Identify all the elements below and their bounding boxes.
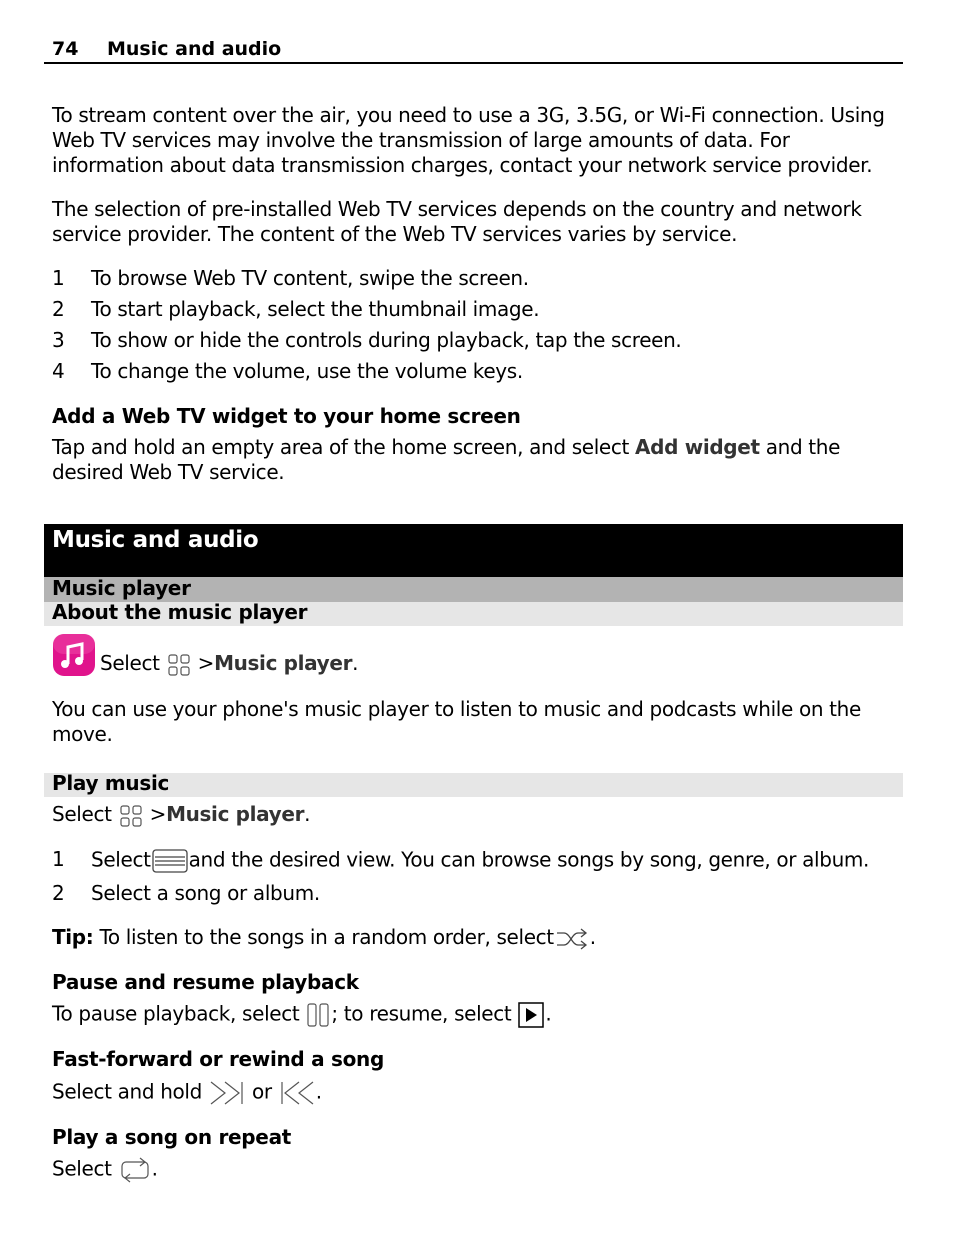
music-app-icon <box>52 633 96 677</box>
play-icon <box>517 1001 545 1029</box>
widget-text-after: and the desired Web TV service. <box>52 435 841 484</box>
ff-paragraph <box>52 1079 904 1107</box>
section-bar <box>44 577 903 602</box>
subsection-title: About the music player <box>52 600 308 624</box>
widget-paragraph <box>52 435 904 485</box>
subsection-title: Play music <box>52 771 170 795</box>
list-text <box>91 847 869 875</box>
list-number: 2 <box>52 297 65 321</box>
intro-paragraph-1: To stream content over the air, you need to use a 3G, 3.5G, or Wi-Fi connection. Using Web TV services may involve the transmission of large amounts of data. For information about data transmission charges, contact your network service provider. <box>52 103 885 177</box>
rewind-icon <box>278 1079 316 1107</box>
list-text: To start playback, select the thumbnail image. <box>91 297 540 321</box>
step-select: Select <box>91 847 151 872</box>
repeat-text-a: Select <box>52 1156 112 1181</box>
subsection-bar <box>44 602 903 626</box>
path-separator: > <box>197 651 215 675</box>
tip-label: Tip: <box>52 925 94 949</box>
step-rest: and the desired view. You can browse songs by song, genre, or album. <box>188 847 870 872</box>
view-list-icon <box>151 847 189 875</box>
widget-text-before: Tap and hold an empty area of the home screen, and select <box>52 435 636 459</box>
path-period: . <box>352 651 359 675</box>
add-widget-label: Add widget <box>635 435 760 459</box>
list-number: 1 <box>52 266 65 290</box>
menu-grid-icon <box>166 652 192 678</box>
pause-heading: Pause and resume playback <box>52 970 359 994</box>
ff-heading: Fast-forward or rewind a song <box>52 1047 384 1071</box>
repeat-icon <box>118 1156 152 1184</box>
page-number: 74 <box>52 38 79 60</box>
ff-text-c: . <box>315 1079 322 1104</box>
intro-paragraph-2: The selection of pre-installed Web TV services depends on the country and network service provider. The content of the Web TV services varies by service. <box>52 197 862 246</box>
music-player-path <box>100 651 600 678</box>
list-text: To browse Web TV content, swipe the screen. <box>91 266 529 290</box>
list-text: To show or hide the controls during playback, tap the screen. <box>91 328 682 352</box>
list-text: Select a song or album. <box>91 881 320 905</box>
music-player-label: Music player <box>214 651 353 675</box>
chapter-banner <box>44 524 903 577</box>
music-player-description: You can use your phone's music player to listen to music and podcasts while on the move. <box>52 697 861 746</box>
select-word: Select <box>100 651 160 675</box>
repeat-heading: Play a song on repeat <box>52 1125 292 1149</box>
pause-text-a: To pause playback, select <box>52 1001 300 1026</box>
repeat-text-b: . <box>151 1156 158 1181</box>
chapter-title: Music and audio <box>52 527 259 553</box>
header-title: Music and audio <box>107 38 282 60</box>
pause-text-c: . <box>545 1001 552 1026</box>
list-number: 2 <box>52 881 65 905</box>
list-number: 3 <box>52 328 65 352</box>
tip-period: . <box>589 925 596 949</box>
tip-text: To listen to the songs in a random order, select <box>99 925 554 949</box>
pause-icon <box>305 1001 331 1029</box>
ff-text-a: Select and hold <box>52 1079 202 1104</box>
list-text: To change the volume, use the volume keys. <box>91 359 523 383</box>
list-number: 1 <box>52 847 65 871</box>
music-player-label: Music player <box>166 802 305 826</box>
section-title: Music player <box>52 576 191 600</box>
subsection-bar <box>44 773 903 797</box>
list-number: 4 <box>52 359 65 383</box>
widget-heading: Add a Web TV widget to your home screen <box>52 404 521 428</box>
menu-grid-icon <box>118 803 144 829</box>
play-music-path <box>52 802 904 829</box>
repeat-paragraph <box>52 1156 904 1184</box>
shuffle-icon <box>554 926 590 952</box>
page-header <box>44 36 903 64</box>
fast-forward-icon <box>208 1079 246 1107</box>
tip-paragraph <box>52 925 904 952</box>
path-separator: > <box>149 802 167 826</box>
path-period: . <box>304 802 311 826</box>
ff-text-b: or <box>252 1079 272 1104</box>
pause-paragraph <box>52 1001 904 1029</box>
select-word: Select <box>52 802 112 826</box>
pause-text-b: ; to resume, select <box>331 1001 512 1026</box>
